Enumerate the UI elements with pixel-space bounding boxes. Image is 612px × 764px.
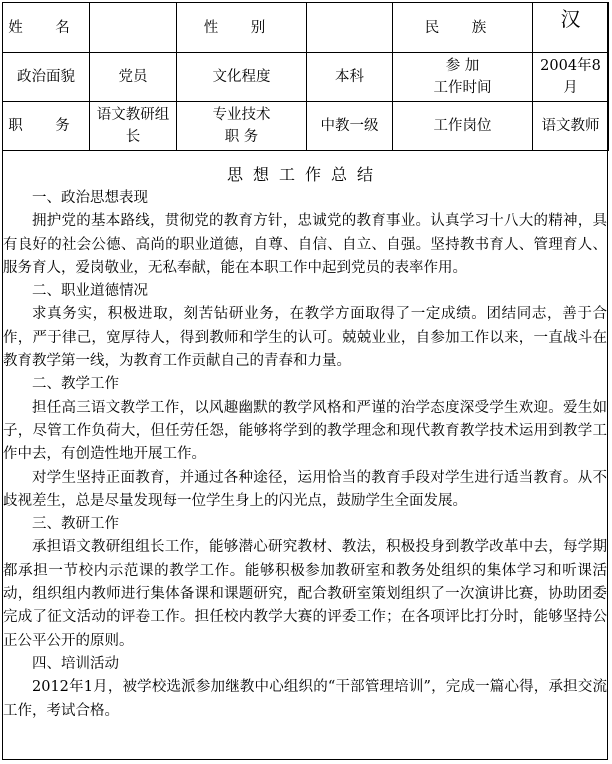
ethnicity-value: 汉	[533, 3, 609, 53]
politics-value: 党员	[90, 53, 177, 102]
summary-title: 思想工作总结	[226, 165, 383, 184]
section-heading-research: 三、教研工作	[32, 516, 119, 533]
politics-label: 政治面貌	[3, 53, 90, 102]
title-value: 中教一级	[307, 102, 393, 151]
section-paragraph: 对学生坚持正面教育，并通过各种途径，运用恰当的教育手段对学生进行适当教育。从不歧视差生，总是尽量发现每一位学生身上的闪光点，鼓励学生全面发展。	[3, 469, 607, 509]
work-summary	[3, 152, 607, 758]
section-heading-training: 四、培训活动	[32, 655, 119, 672]
section-paragraph: 承担语文教研组组长工作，能够潜心研究教材、教法，积极投身到教学改革中去，每学期都承担一节校内示范课的教学工作。能够积极参加教研室和教务处组织的集体学习和听课活动，组织组内教师进行集体备课和课题研究，配合教研室策划组织了一次演讲比赛，协助团委完成了征文活动的评卷工作。担任校内教学大赛的评委工作；在各项评比打分时，能够坚持公正公平公开的原则。	[3, 539, 607, 649]
section-paragraph: 2012年1月，被学校选派参加继教中心组织的“干部管理培训”，完成一篇心得，承担交流工作，考试合格。	[3, 679, 607, 719]
work-start-value: 2004年8 月	[533, 53, 609, 102]
section-heading-politics: 一、政治思想表现	[32, 190, 148, 206]
post-label: 工作岗位	[393, 102, 533, 151]
position-label: 职 务	[3, 102, 90, 151]
name-label: 姓 名	[3, 3, 90, 53]
name-value	[90, 3, 177, 53]
info-row-3	[3, 102, 609, 151]
title-label: 专业技术 职 务	[177, 102, 307, 151]
education-value: 本科	[307, 53, 393, 102]
section-heading-ethics: 二、职业道德情况	[32, 283, 148, 300]
personal-info-table	[2, 2, 609, 151]
section-heading-teaching: 二、教学工作	[32, 376, 119, 393]
section-paragraph: 求真务实，积极进取，刻苦钻研业务，在教学方面取得了一定成绩。团结同志，善于合作，严于律己，宽厚待人，得到教师和学生的认可。兢兢业业，自参加工作以来，一直战斗在教育教学第一线，为教育工作贡献自己的青春和力量。	[3, 306, 607, 370]
post-value: 语文教师	[533, 102, 609, 151]
section-paragraph: 拥护党的基本路线，贯彻党的教育方针，忠诚党的教育事业。认真学习十八大的精神，具有良好的社会公德、高尚的职业道德，自尊、自信、自立、自强。坚持教书育人、管理育人、服务育人，爱岗敬业，无私奉献，能在本职工作中起到党员的表率作用。	[3, 213, 607, 276]
work-start-label: 参 加 工作时间	[393, 53, 533, 102]
education-label: 文化程度	[177, 53, 307, 102]
info-row-1	[3, 3, 609, 53]
position-value: 语文教研组 长	[90, 102, 177, 151]
info-row-2	[3, 53, 609, 102]
gender-label: 性 别	[177, 3, 307, 53]
section-paragraph: 担任高三语文教学工作，以风趣幽默的教学风格和严谨的治学态度深受学生欢迎。爱生如子，尽管工作负荷大，但任劳任怨，能够将学到的教学理念和现代教育教学技术运用到教学工作中去，有创造性地开展工作。	[3, 399, 607, 463]
ethnicity-label: 民 族	[393, 3, 533, 53]
gender-value	[307, 3, 393, 53]
